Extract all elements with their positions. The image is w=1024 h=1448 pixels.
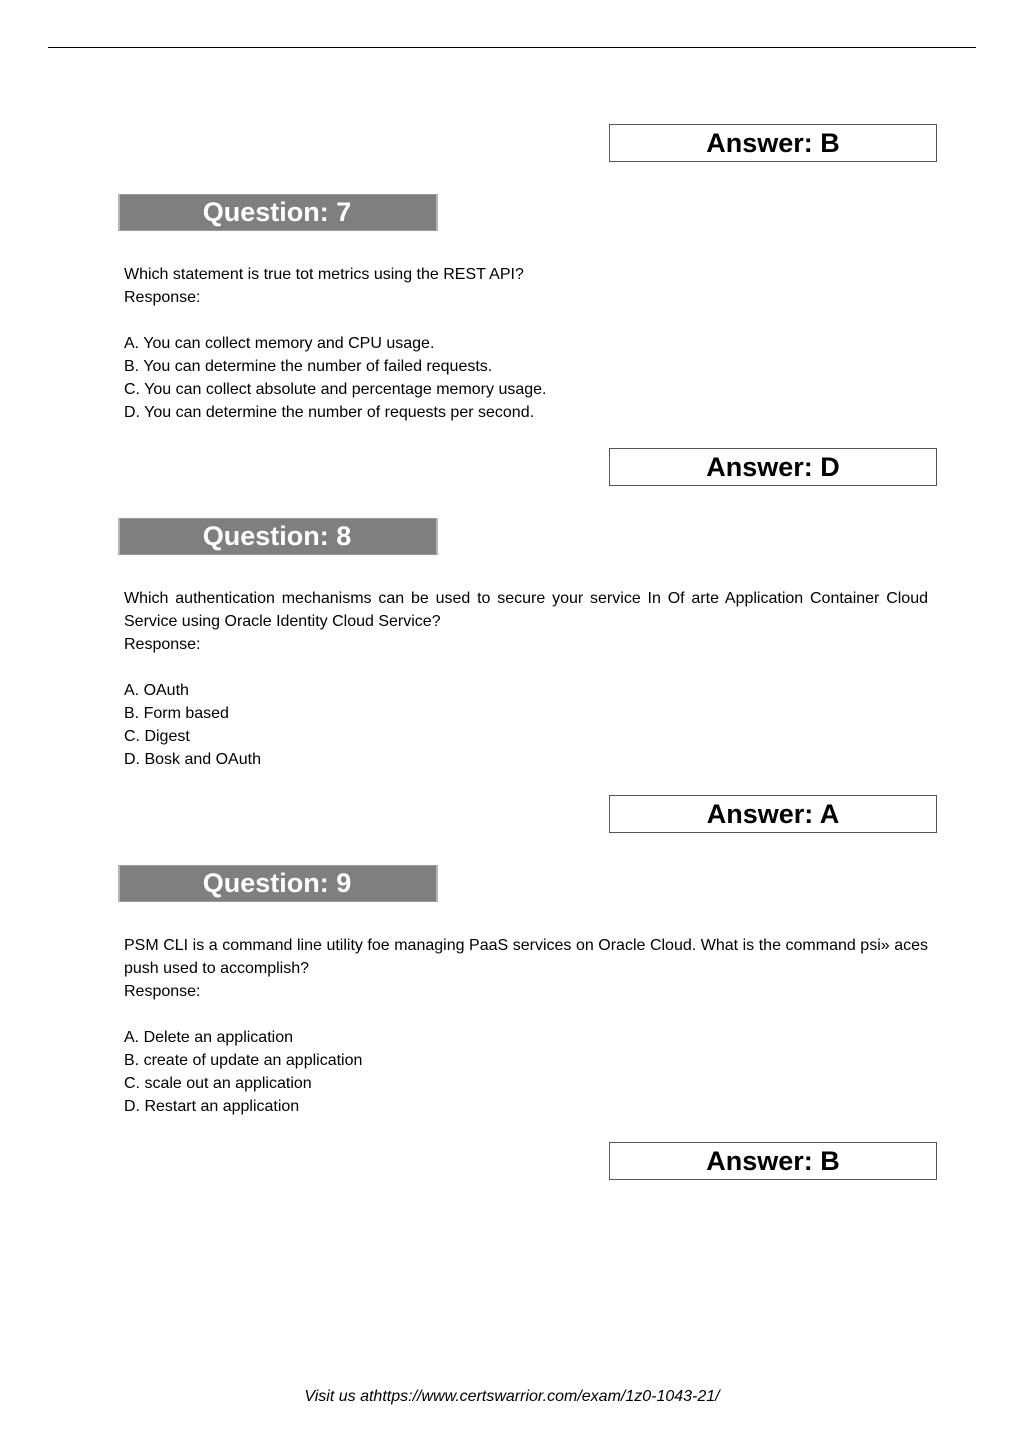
question-number: Question: 7 [202,197,352,227]
option-b: B. You can determine the number of failed requests. [124,358,493,375]
answer-label: Answer: B [706,1145,840,1176]
question-stem: Which statement is true tot metrics using the REST API? [124,266,524,283]
option-c: C. scale out an application [124,1075,312,1092]
answer-label: Answer: B [706,127,840,158]
question-stem: Which authentication mechanisms can be used to secure your service In Of arte Application Container Cloud Service using Oracle Identity Cloud Service? [124,590,928,630]
footer-visit-link[interactable]: Visit us athttps://www.certswarrior.com/exam/1z0-1043-21/ [304,1388,720,1405]
option-d: D. You can determine the number of requests per second. [124,404,535,421]
question-body [124,587,928,771]
question-header [118,194,438,231]
answer-box [609,1142,937,1180]
question-stem: PSM CLI is a command line utility foe managing PaaS services on Oracle Cloud. What is the command psi» aces push used to accomplish? [124,937,928,977]
answer-box [609,124,937,162]
response-label: Response: [124,983,201,1000]
response-label: Response: [124,289,201,306]
question-body [124,934,928,1118]
option-a: A. OAuth [124,682,189,699]
option-d: D. Restart an application [124,1098,300,1115]
question-header [118,518,438,555]
option-a: A. Delete an application [124,1029,293,1046]
answer-box [609,448,937,486]
answer-label: Answer: D [706,451,840,482]
option-b: B. create of update an application [124,1052,363,1069]
question-number: Question: 8 [202,521,352,551]
question-number: Question: 9 [202,868,352,898]
option-c: C. You can collect absolute and percentage memory usage. [124,381,547,398]
option-b: B. Form based [124,705,229,722]
response-label: Response: [124,636,201,653]
question-body [124,263,928,424]
option-a: A. You can collect memory and CPU usage. [124,335,435,352]
header-rule [48,47,976,48]
answer-label: Answer: A [706,798,840,829]
option-c: C. Digest [124,728,190,745]
question-header [118,865,438,902]
option-d: D. Bosk and OAuth [124,751,261,768]
answer-box [609,795,937,833]
